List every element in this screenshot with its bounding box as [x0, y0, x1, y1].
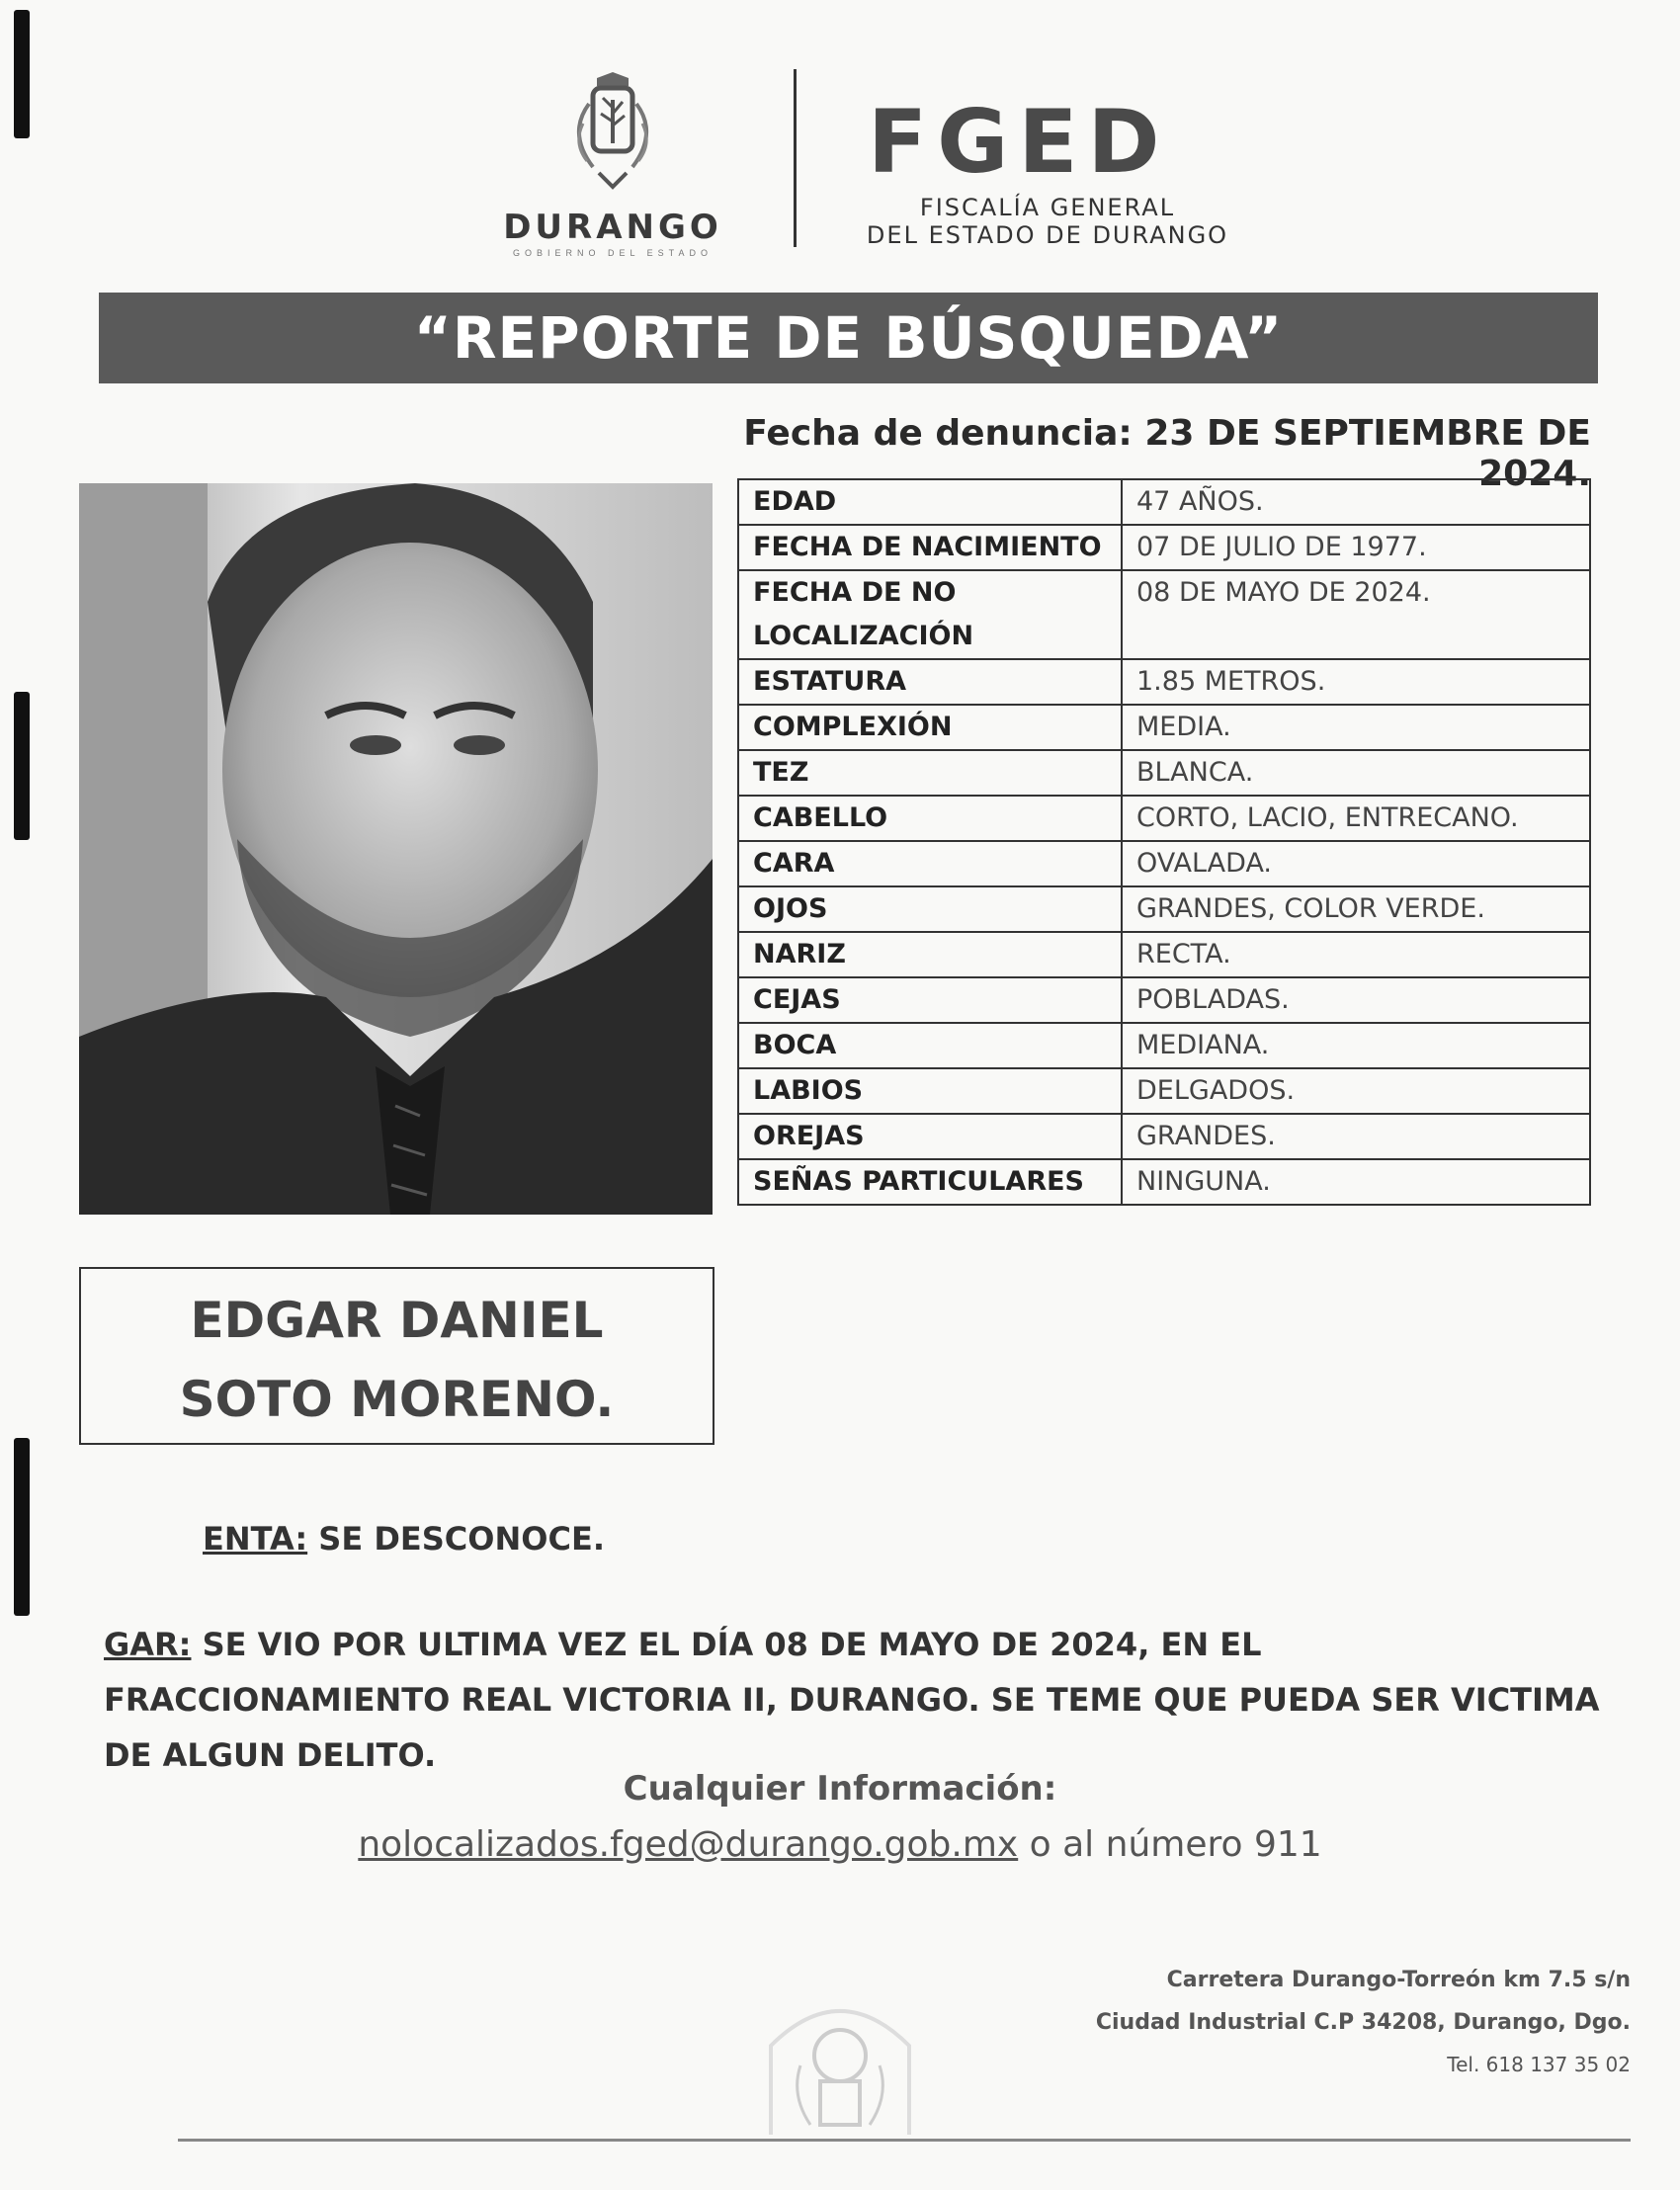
footer-divider: [178, 2139, 1631, 2142]
description-value: 1.85 METROS.: [1122, 659, 1590, 705]
description-value: NINGUNA.: [1122, 1159, 1590, 1205]
description-label: NARIZ: [738, 932, 1122, 977]
report-date: Fecha de denuncia: 23 DE SEPTIEMBRE DE 2024.: [743, 413, 1591, 494]
address-phone: Tel. 618 137 35 02: [1447, 2053, 1631, 2076]
agency-abbreviation: FGED: [868, 91, 1170, 193]
clothing-value: SE DESCONOCE.: [307, 1520, 605, 1558]
description-row: [738, 705, 1590, 750]
description-label: FECHA DE NACIMIENTO: [738, 525, 1122, 570]
description-label: BOCA: [738, 1023, 1122, 1068]
description-value: MEDIA.: [1122, 705, 1590, 750]
address-line2: Ciudad Industrial C.P 34208, Durango, Dgo.: [1095, 2010, 1631, 2035]
description-label: ESTATURA: [738, 659, 1122, 705]
description-row: [738, 525, 1590, 570]
description-value: GRANDES.: [1122, 1114, 1590, 1159]
description-label: LABIOS: [738, 1068, 1122, 1114]
person-last-name: SOTO MORENO.: [179, 1371, 615, 1428]
description-row: [738, 841, 1590, 886]
description-row: [738, 932, 1590, 977]
description-row: [738, 570, 1590, 659]
last-seen-value: SE VIO POR ULTIMA VEZ EL DÍA 08 DE MAYO DE 2024, EN EL FRACCIONAMIENTO REAL VICTORIA II, DURANGO. SE TEME QUE PUEDA SER VICTIMA DE ALGUN DELITO.: [104, 1626, 1600, 1774]
header-divider: [794, 69, 797, 247]
description-value: DELGADOS.: [1122, 1068, 1590, 1114]
scan-artifact: [14, 692, 30, 840]
description-value: 08 DE MAYO DE 2024.: [1122, 570, 1590, 659]
description-row: [738, 1023, 1590, 1068]
clothing-label: ENTA:: [203, 1520, 308, 1558]
description-value: GRANDES, COLOR VERDE.: [1122, 886, 1590, 932]
description-label: SEÑAS PARTICULARES: [738, 1159, 1122, 1205]
description-row: [738, 796, 1590, 841]
description-value: RECTA.: [1122, 932, 1590, 977]
description-row: [738, 886, 1590, 932]
contact-line: [0, 1824, 1680, 1865]
description-row: [738, 1114, 1590, 1159]
durango-government-logo: [464, 64, 761, 258]
description-row: [738, 1068, 1590, 1114]
description-label: CARA: [738, 841, 1122, 886]
fged-logo: [850, 91, 1265, 249]
scan-artifact: [14, 1438, 30, 1616]
contact-phone: o al número 911: [1018, 1824, 1322, 1865]
description-label: FECHA DE NO LOCALIZACIÓN: [738, 570, 1122, 659]
description-label: OREJAS: [738, 1114, 1122, 1159]
last-seen-label: GAR:: [104, 1626, 192, 1663]
description-row: [738, 750, 1590, 796]
description-label: COMPLEXIÓN: [738, 705, 1122, 750]
person-name-box: [79, 1267, 714, 1445]
person-first-name: EDGAR DANIEL: [190, 1292, 604, 1349]
description-row: [738, 479, 1590, 525]
address-line1: Carretera Durango-Torreón km 7.5 s/n: [1166, 1968, 1631, 1992]
description-value: POBLADAS.: [1122, 977, 1590, 1023]
physical-description-table: [737, 478, 1591, 1206]
description-row: [738, 1159, 1590, 1205]
state-subtitle: GOBIERNO DEL ESTADO: [512, 248, 714, 258]
description-label: CEJAS: [738, 977, 1122, 1023]
description-label: OJOS: [738, 886, 1122, 932]
last-seen-paragraph: [104, 1617, 1606, 1783]
clothing-line: [203, 1520, 605, 1558]
state-name: DURANGO: [503, 208, 722, 247]
description-value: 47 AÑOS.: [1122, 479, 1590, 525]
description-value: MEDIANA.: [1122, 1023, 1590, 1068]
description-value: BLANCA.: [1122, 750, 1590, 796]
agency-name-line2: DEL ESTADO DE DURANGO: [866, 221, 1229, 249]
description-row: [738, 659, 1590, 705]
letterhead: [0, 54, 1680, 258]
description-label: CABELLO: [738, 796, 1122, 841]
description-label: TEZ: [738, 750, 1122, 796]
report-title: “REPORTE DE BÚSQUEDA”: [99, 293, 1598, 383]
agency-name-line1: FISCALÍA GENERAL: [919, 194, 1176, 221]
contact-heading: Cualquier Información:: [623, 1769, 1057, 1809]
durango-crest-icon: [553, 64, 672, 203]
description-value: 07 DE JULIO DE 1977.: [1122, 525, 1590, 570]
description-label: EDAD: [738, 479, 1122, 525]
description-row: [738, 977, 1590, 1023]
description-value: OVALADA.: [1122, 841, 1590, 886]
contact-email-link[interactable]: nolocalizados.fged@durango.gob.mx: [358, 1824, 1019, 1865]
agency-address: [939, 1959, 1631, 2086]
description-value: CORTO, LACIO, ENTRECANO.: [1122, 796, 1590, 841]
missing-person-photo: [79, 483, 713, 1215]
footer-watermark-crest-icon: [761, 1986, 919, 2135]
